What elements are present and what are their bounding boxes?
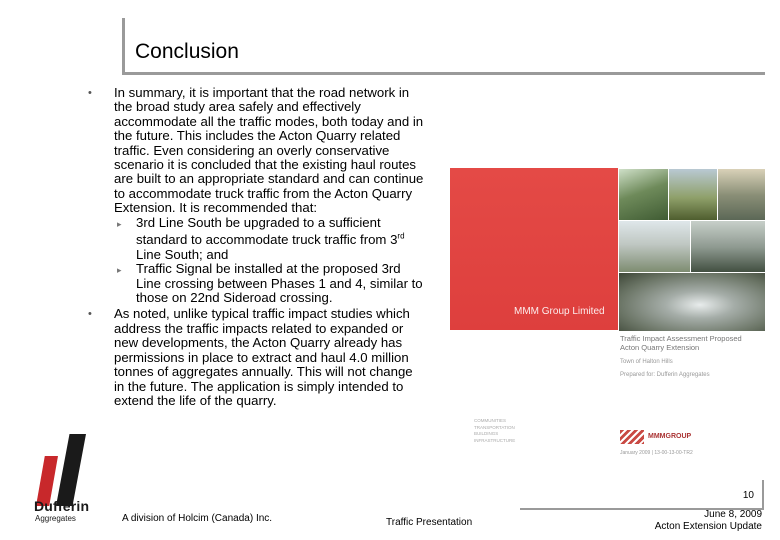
cover-photo-building (618, 220, 692, 274)
footer-date-block (655, 509, 762, 533)
cover-report-title: Traffic Impact Assessment Proposed Acton Quarry Extension (620, 334, 742, 352)
cover-sector-item: TRANSPORTATION (474, 424, 515, 430)
cover-date-line: January 2009 | 13-00-13-00-TR2 (620, 450, 693, 456)
recommendation-list (114, 216, 426, 306)
bullet-summary (86, 86, 426, 305)
slide-body (86, 86, 426, 408)
cover-firm-name: MMM Group Limited (514, 306, 605, 317)
bullet-icon: • (88, 87, 92, 99)
mmm-logo-text: MMMGROUP (648, 433, 692, 440)
footer-division: A division of Holcim (Canada) Inc. (122, 513, 273, 524)
cover-prepared-for: Prepared for: Dufferin Aggregates (620, 372, 710, 378)
recommendation-1-text: 3rd Line South be upgraded to a sufficient standard to accommodate truck traffic from 3rd Line South; and (136, 214, 405, 262)
cover-photo-interchange (618, 272, 765, 332)
report-cover-image (450, 168, 765, 466)
cover-photo-road (668, 168, 719, 222)
cover-photo-trees (690, 220, 765, 274)
page-number: 10 (742, 490, 754, 501)
footer-date: June 8, 2009 (704, 509, 762, 520)
arrow-bullet-icon: ▸ (117, 265, 122, 276)
logo-subtitle: Aggregates (35, 514, 76, 523)
bullet-noted (86, 307, 426, 408)
cover-sector-list (474, 418, 515, 444)
bullet-summary-text: In summary, it is important that the road network in the broad study area safely and effectively accommodate all the traffic modes, both today and in the future. This includes the Acton Quarry related traffic. Even considering an overly conservative scenario it is concluded that the existing haul routes are built to an appropriate standard and can continue to accommodate truck traffic from the Acton Quarry Extension. It is recommended that: (114, 85, 424, 216)
cover-photo-tree (618, 168, 670, 222)
logo-black-wedge-icon (56, 434, 86, 506)
recommendation-item (114, 216, 426, 263)
recommendation-2-text: Traffic Signal be installed at the proposed 3rd Line crossing between Phases 1 and 4, similar to those on 22nd Sideroad crossing. (136, 261, 423, 306)
cover-sector-item: COMMUNITIES (474, 418, 506, 423)
logo-name: Dufferin (34, 498, 90, 514)
cover-meta (620, 334, 760, 379)
dufferin-logo (30, 434, 98, 524)
cover-sector-item: BUILDINGS (474, 431, 499, 436)
cover-sector-item: INFRASTRUCTURE (474, 437, 516, 443)
page-number-frame (520, 480, 764, 510)
mmm-group-logo (620, 430, 720, 444)
cover-photo-bridge (717, 168, 765, 222)
title-frame (122, 18, 765, 75)
recommendation-item (114, 262, 426, 305)
bullet-noted-text: As noted, unlike typical traffic impact studies which address the traffic impacts related to expanded or new developments, the Acton Quarry already has permissions in place to extract and haul 4.0 million tonnes of aggregates annually. This will not change in the future. The application is simply intended to extend the life of the quarry. (114, 306, 413, 408)
mmm-logo-mark-icon (620, 430, 644, 444)
footer-update: Acton Extension Update (654, 521, 762, 532)
footer-presentation: Traffic Presentation (386, 517, 473, 528)
bullet-icon: • (88, 308, 92, 321)
slide-title: Conclusion (135, 40, 239, 63)
cover-location: Town of Halton Hills (620, 359, 673, 365)
arrow-bullet-icon: ▸ (117, 218, 122, 229)
